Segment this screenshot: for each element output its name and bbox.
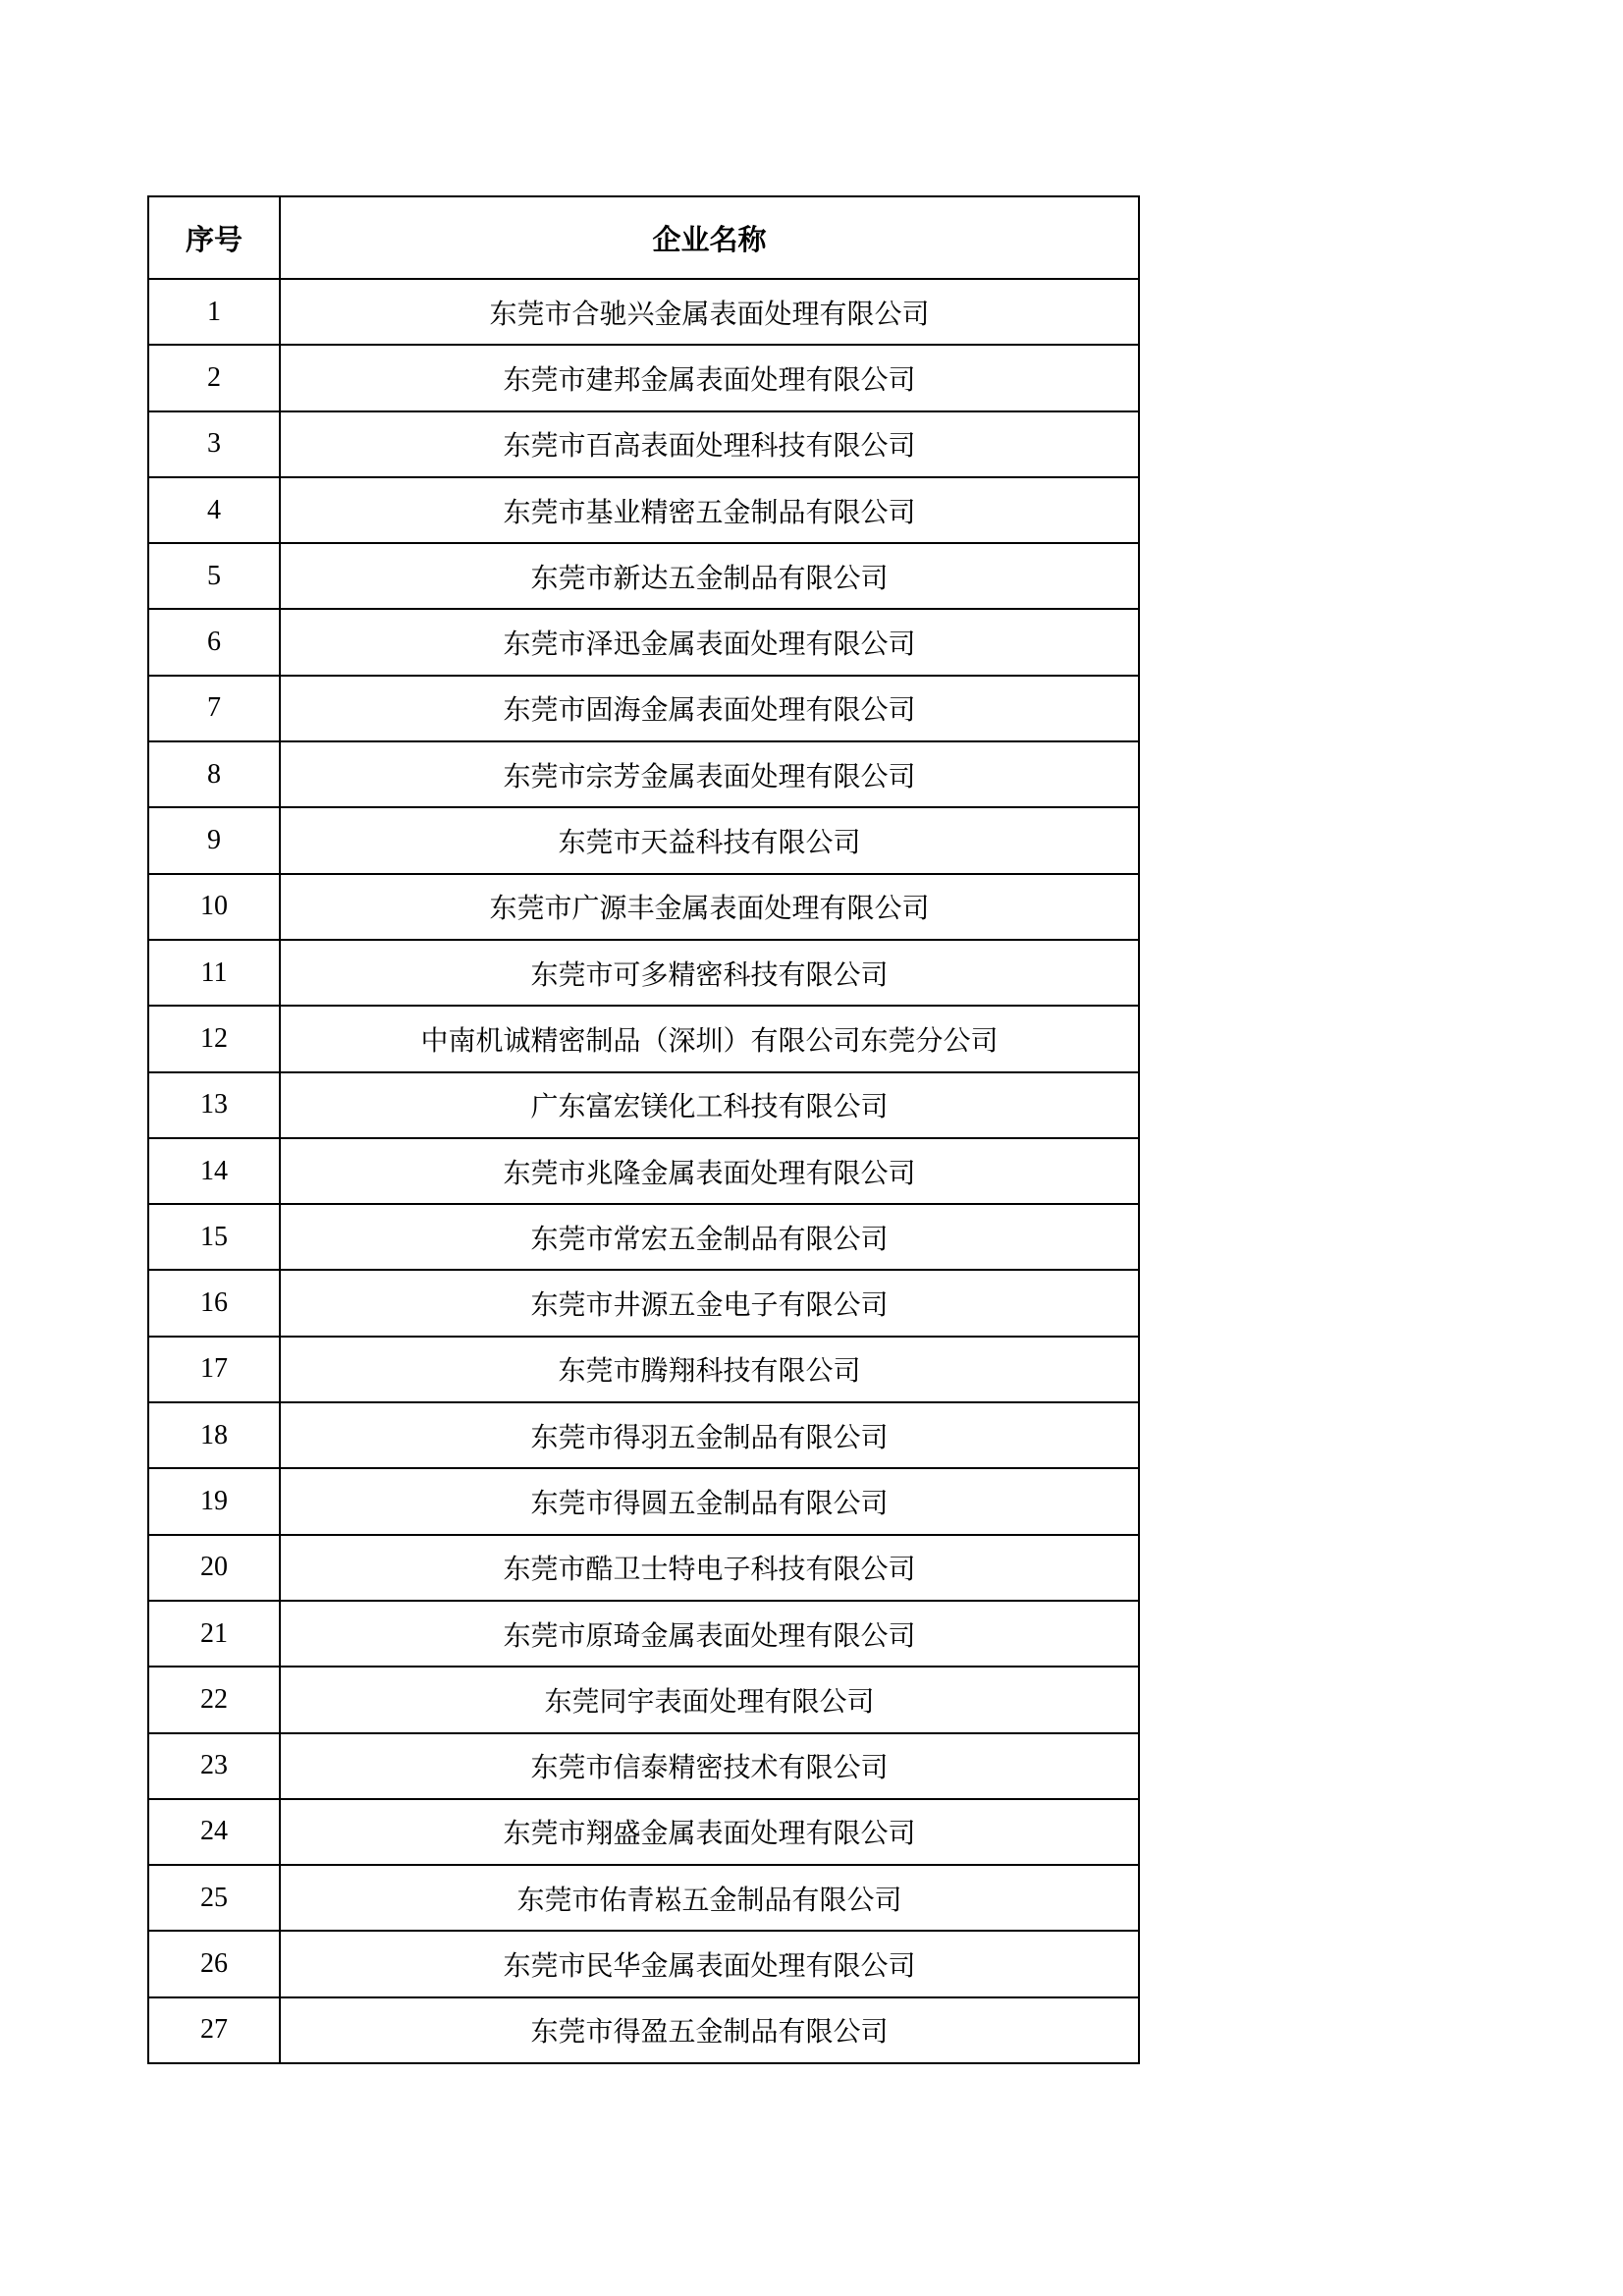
row-number: 10 [148,874,280,940]
company-name: 东莞市井源五金电子有限公司 [280,1270,1139,1336]
table-row [148,345,1139,410]
company-name: 东莞市可多精密科技有限公司 [280,940,1139,1006]
table-row [148,1601,1139,1667]
table-row [148,1733,1139,1799]
table-row [148,1865,1139,1931]
company-name: 东莞市信泰精密技术有限公司 [280,1733,1139,1799]
row-number: 21 [148,1601,280,1667]
company-name: 东莞市佑青崧五金制品有限公司 [280,1865,1139,1931]
row-number: 2 [148,345,280,410]
row-number: 13 [148,1072,280,1138]
table-row [148,1204,1139,1270]
company-name: 东莞市宗芳金属表面处理有限公司 [280,741,1139,807]
row-number: 26 [148,1931,280,1996]
table-row [148,1667,1139,1732]
company-name: 东莞市天益科技有限公司 [280,807,1139,873]
row-number: 24 [148,1799,280,1865]
header-company-name: 企业名称 [280,196,1139,279]
company-name: 东莞市得圆五金制品有限公司 [280,1468,1139,1534]
company-name: 东莞市新达五金制品有限公司 [280,543,1139,609]
table-row [148,807,1139,873]
company-name: 东莞市兆隆金属表面处理有限公司 [280,1138,1139,1204]
row-number: 27 [148,1997,280,2063]
company-name: 东莞市腾翔科技有限公司 [280,1337,1139,1402]
row-number: 19 [148,1468,280,1534]
table-row [148,940,1139,1006]
row-number: 4 [148,477,280,543]
company-name: 东莞同宇表面处理有限公司 [280,1667,1139,1732]
company-table [147,195,1140,2064]
row-number: 14 [148,1138,280,1204]
company-name: 东莞市酷卫士特电子科技有限公司 [280,1535,1139,1601]
company-name: 东莞市得羽五金制品有限公司 [280,1402,1139,1468]
row-number: 25 [148,1865,280,1931]
company-name: 东莞市合驰兴金属表面处理有限公司 [280,279,1139,345]
row-number: 18 [148,1402,280,1468]
row-number: 12 [148,1006,280,1071]
company-name: 东莞市得盈五金制品有限公司 [280,1997,1139,2063]
row-number: 15 [148,1204,280,1270]
table-body [148,279,1139,2063]
row-number: 3 [148,411,280,477]
table-header [148,196,1139,279]
row-number: 16 [148,1270,280,1336]
company-name: 东莞市泽迅金属表面处理有限公司 [280,609,1139,675]
table-row [148,543,1139,609]
row-number: 23 [148,1733,280,1799]
table-row [148,411,1139,477]
table-row [148,676,1139,741]
row-number: 8 [148,741,280,807]
table-row [148,1535,1139,1601]
table-row [148,477,1139,543]
company-name: 东莞市广源丰金属表面处理有限公司 [280,874,1139,940]
row-number: 9 [148,807,280,873]
row-number: 7 [148,676,280,741]
table-row [148,1931,1139,1996]
table-row [148,1799,1139,1865]
table-row [148,741,1139,807]
table-row [148,609,1139,675]
row-number: 6 [148,609,280,675]
table-row [148,874,1139,940]
row-number: 20 [148,1535,280,1601]
company-name: 东莞市常宏五金制品有限公司 [280,1204,1139,1270]
company-name: 东莞市固海金属表面处理有限公司 [280,676,1139,741]
row-number: 22 [148,1667,280,1732]
table-row [148,1997,1139,2063]
table-row [148,1468,1139,1534]
table-row [148,1138,1139,1204]
header-row [148,196,1139,279]
table-row [148,1402,1139,1468]
table-row [148,1337,1139,1402]
company-name: 东莞市百高表面处理科技有限公司 [280,411,1139,477]
company-name: 东莞市建邦金属表面处理有限公司 [280,345,1139,410]
company-name: 东莞市民华金属表面处理有限公司 [280,1931,1139,1996]
row-number: 17 [148,1337,280,1402]
company-name: 东莞市原琦金属表面处理有限公司 [280,1601,1139,1667]
table-row [148,1072,1139,1138]
company-name: 广东富宏镁化工科技有限公司 [280,1072,1139,1138]
company-name: 中南机诚精密制品（深圳）有限公司东莞分公司 [280,1006,1139,1071]
table-row [148,1006,1139,1071]
table-row [148,279,1139,345]
company-name: 东莞市翔盛金属表面处理有限公司 [280,1799,1139,1865]
row-number: 5 [148,543,280,609]
table-row [148,1270,1139,1336]
header-number: 序号 [148,196,280,279]
company-name: 东莞市基业精密五金制品有限公司 [280,477,1139,543]
row-number: 1 [148,279,280,345]
row-number: 11 [148,940,280,1006]
